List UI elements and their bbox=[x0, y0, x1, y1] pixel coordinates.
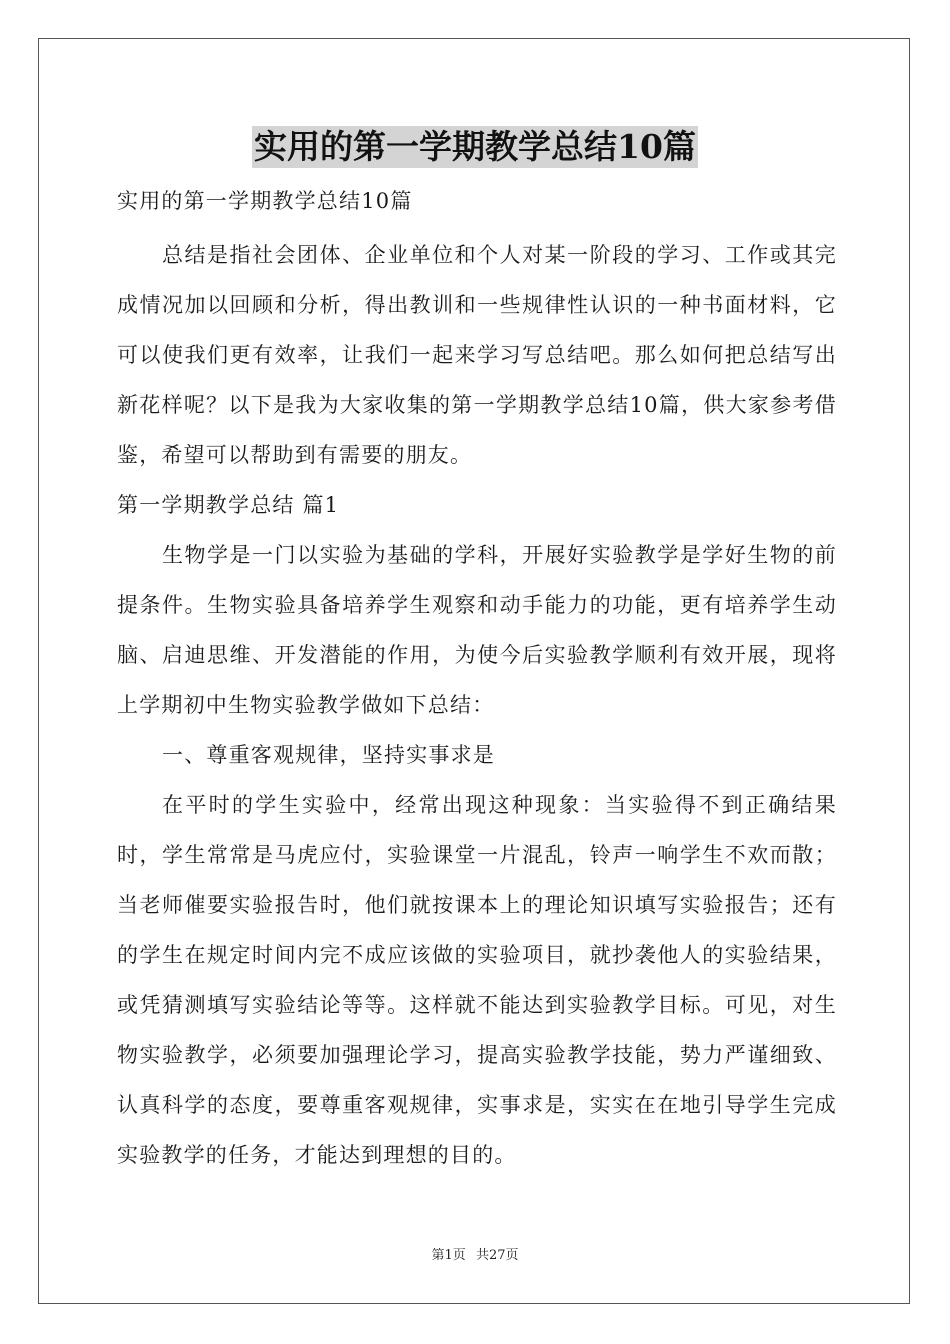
body-paragraph-1: 生物学是一门以实验为基础的学科，开展好实验教学是学好生物的前提条件。生物实验具备培养学生观察和动手能力的功能，更有培养学生动脑、启迪思维、开发潜能的作用，为使今后实验教学顺利有效开展，现将上学期初中生物实验教学做如下总结： bbox=[117, 543, 837, 717]
point-heading-1: 一、尊重客观规律，坚持实事求是 bbox=[162, 743, 495, 767]
title-wrap bbox=[0, 126, 950, 168]
section-heading: 第一学期教学总结 篇1 bbox=[117, 493, 340, 517]
page-footer bbox=[0, 1244, 950, 1263]
page-number: 第1页 bbox=[431, 1248, 466, 1263]
body-paragraph-2: 在平时的学生实验中，经常出现这种现象：当实验得不到正确结果时，学生常常是马虎应付，实验课堂一片混乱，铃声一响学生不欢而散；当老师催要实验报告时，他们就按课本上的理论知识填写实验报告；还有的学生在规定时间内完不成应该做的实验项目，就抄袭他人的实验结果，或凭猜测填写实验结论等等。这样就不能达到实验教学目标。可见，对生物实验教学，必须要加强理论学习，提高实验教学技能，势力严谨细致、认真科学的态度，要尊重客观规律，实事求是，实实在在地引导学生完成实验教学的任务，才能达到理想的目的。 bbox=[117, 793, 837, 1167]
page-total: 共27页 bbox=[475, 1248, 519, 1263]
intro-paragraph: 总结是指社会团体、企业单位和个人对某一阶段的学习、工作或其完成情况加以回顾和分析，得出教训和一些规律性认识的一种书面材料，它可以使我们更有效率，让我们一起来学习写总结吧。那么如何把总结写出新花样呢？以下是我为大家收集的第一学期教学总结10篇，供大家参考借鉴，希望可以帮助到有需要的朋友。 bbox=[117, 243, 837, 467]
document-title: 实用的第一学期教学总结10篇 bbox=[254, 127, 696, 166]
document-subtitle: 实用的第一学期教学总结10篇 bbox=[117, 189, 413, 213]
document-body bbox=[117, 180, 837, 1180]
